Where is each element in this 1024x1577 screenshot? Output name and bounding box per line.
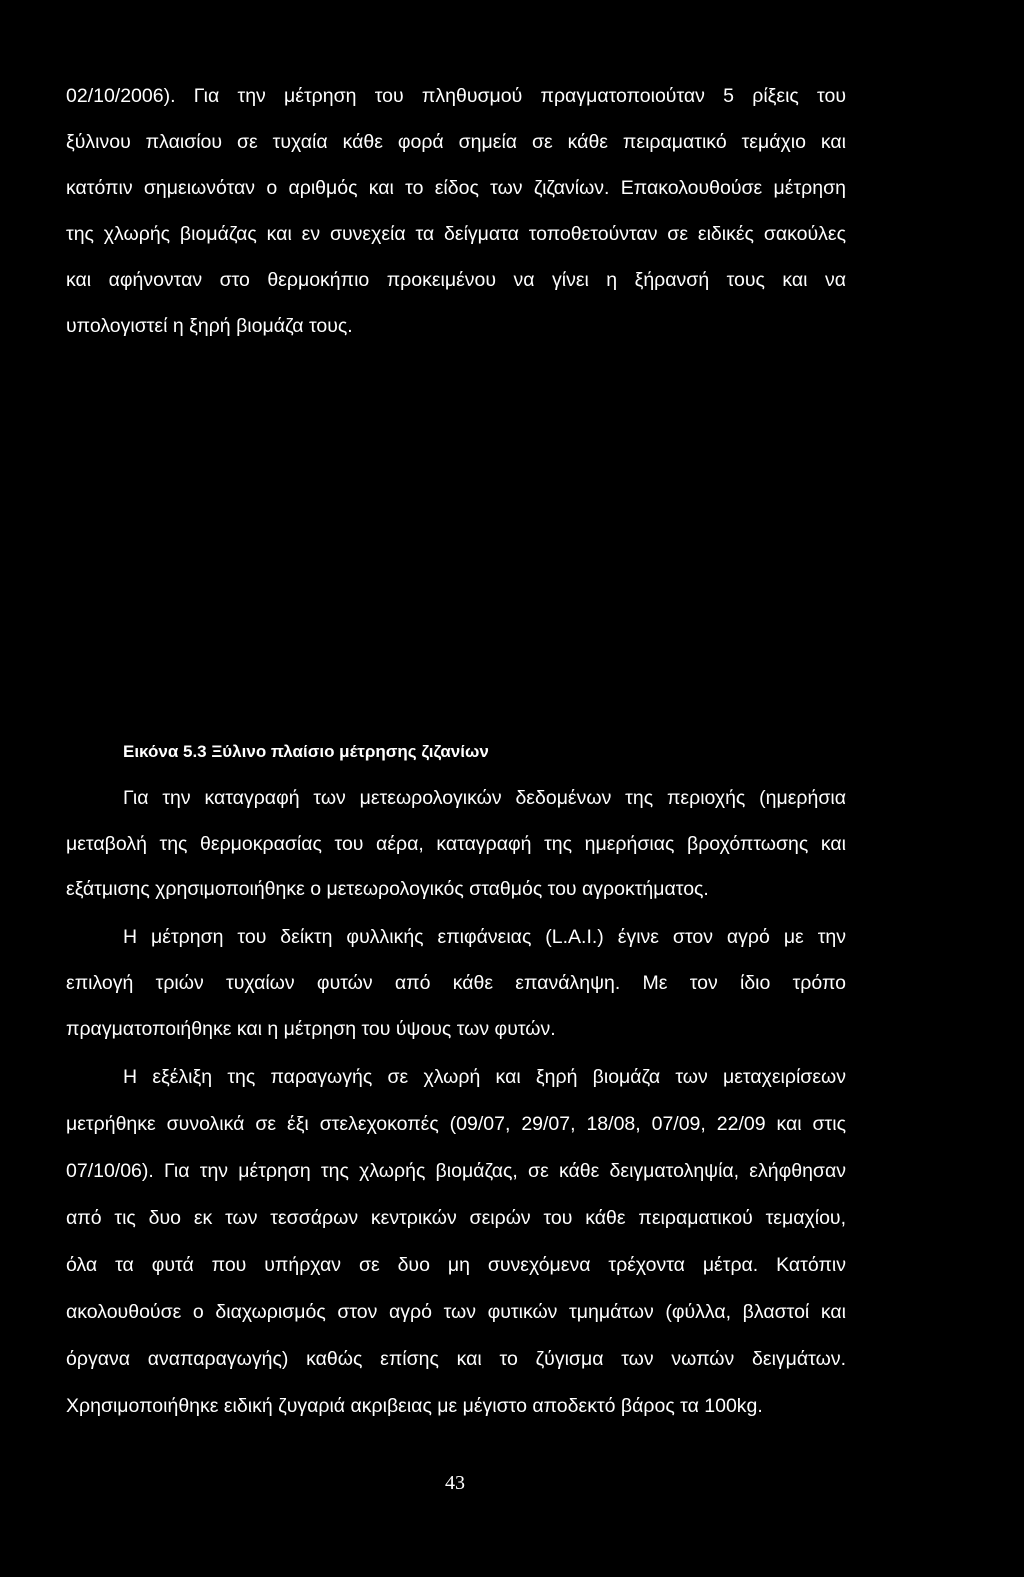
- text-line: Χρησιμοποιήθηκε ειδική ζυγαριά ακριβειας με μέγιστο αποδεκτό βάρος τα 100kg.: [66, 1395, 763, 1417]
- text-line: υπολογιστεί η ξηρή βιομάζα τους.: [66, 315, 353, 337]
- figure-caption: Εικόνα 5.3 Ξύλινο πλαίσιο μέτρησης ζιζανίων: [123, 742, 489, 761]
- text-line: ξύλινου πλαισίου σε τυχαία κάθε φορά σημεία σε κάθε πειραματικό τεμάχιο και: [66, 131, 846, 153]
- text-line: Για την καταγραφή των μετεωρολογικών δεδομένων της περιοχής (ημερήσια: [123, 787, 846, 809]
- figure-image: [66, 370, 846, 720]
- text-line: από τις δυο εκ των τεσσάρων κεντρικών σειρών του κάθε πειραματικού τεμαχίου,: [66, 1207, 846, 1229]
- text-line: 07/10/06). Για την μέτρηση της χλωρής βιομάζας, σε κάθε δειγματοληψία, ελήφθησαν: [66, 1160, 846, 1182]
- text-line: 02/10/2006). Για την μέτρηση του πληθυσμού πραγματοποιούταν 5 ρίξεις του: [66, 85, 846, 107]
- text-line: Η εξέλιξη της παραγωγής σε χλωρή και ξηρή βιομάζα των μεταχειρίσεων: [123, 1066, 846, 1088]
- text-line: της χλωρής βιομάζας και εν συνεχεία τα δείγματα τοποθετούνταν σε ειδικές σακούλες: [66, 223, 846, 245]
- text-line: κατόπιν σημειωνόταν ο αριθμός και το είδος των ζιζανίων. Επακολουθούσε μέτρηση: [66, 177, 846, 199]
- text-line: και αφήνονταν στο θερμοκήπιο προκειμένου να γίνει η ξήρανσή τους και να: [66, 269, 846, 291]
- text-line: πραγματοποιήθηκε και η μέτρηση του ύψους των φυτών.: [66, 1018, 556, 1040]
- text-line: μεταβολή της θερμοκρασίας του αέρα, καταγραφή της ημερήσιας βροχόπτωσης και: [66, 833, 846, 855]
- text-line: μετρήθηκε συνολικά σε έξι στελεχοκοπές (09/07, 29/07, 18/08, 07/09, 22/09 και στις: [66, 1113, 846, 1135]
- text-line: όργανα αναπαραγωγής) καθώς επίσης και το ζύγισμα των νωπών δειγμάτων.: [66, 1348, 846, 1370]
- text-line: όλα τα φυτά που υπήρχαν σε δυο μη συνεχόμενα τρέχοντα μέτρα. Κατόπιν: [66, 1254, 846, 1276]
- text-line: ακολουθούσε ο διαχωρισμός στον αγρό των φυτικών τμημάτων (φύλλα, βλαστοί και: [66, 1301, 846, 1323]
- text-line: Η μέτρηση του δείκτη φυλλικής επιφάνειας (L.A.I.) έγινε στον αγρό με την: [123, 926, 846, 948]
- text-line: επιλογή τριών τυχαίων φυτών από κάθε επανάληψη. Με τον ίδιο τρόπο: [66, 972, 846, 994]
- page-number: 43: [445, 1472, 465, 1494]
- text-line: εξάτμισης χρησιμοποιήθηκε ο μετεωρολογικός σταθμός του αγροκτήματος.: [66, 878, 709, 900]
